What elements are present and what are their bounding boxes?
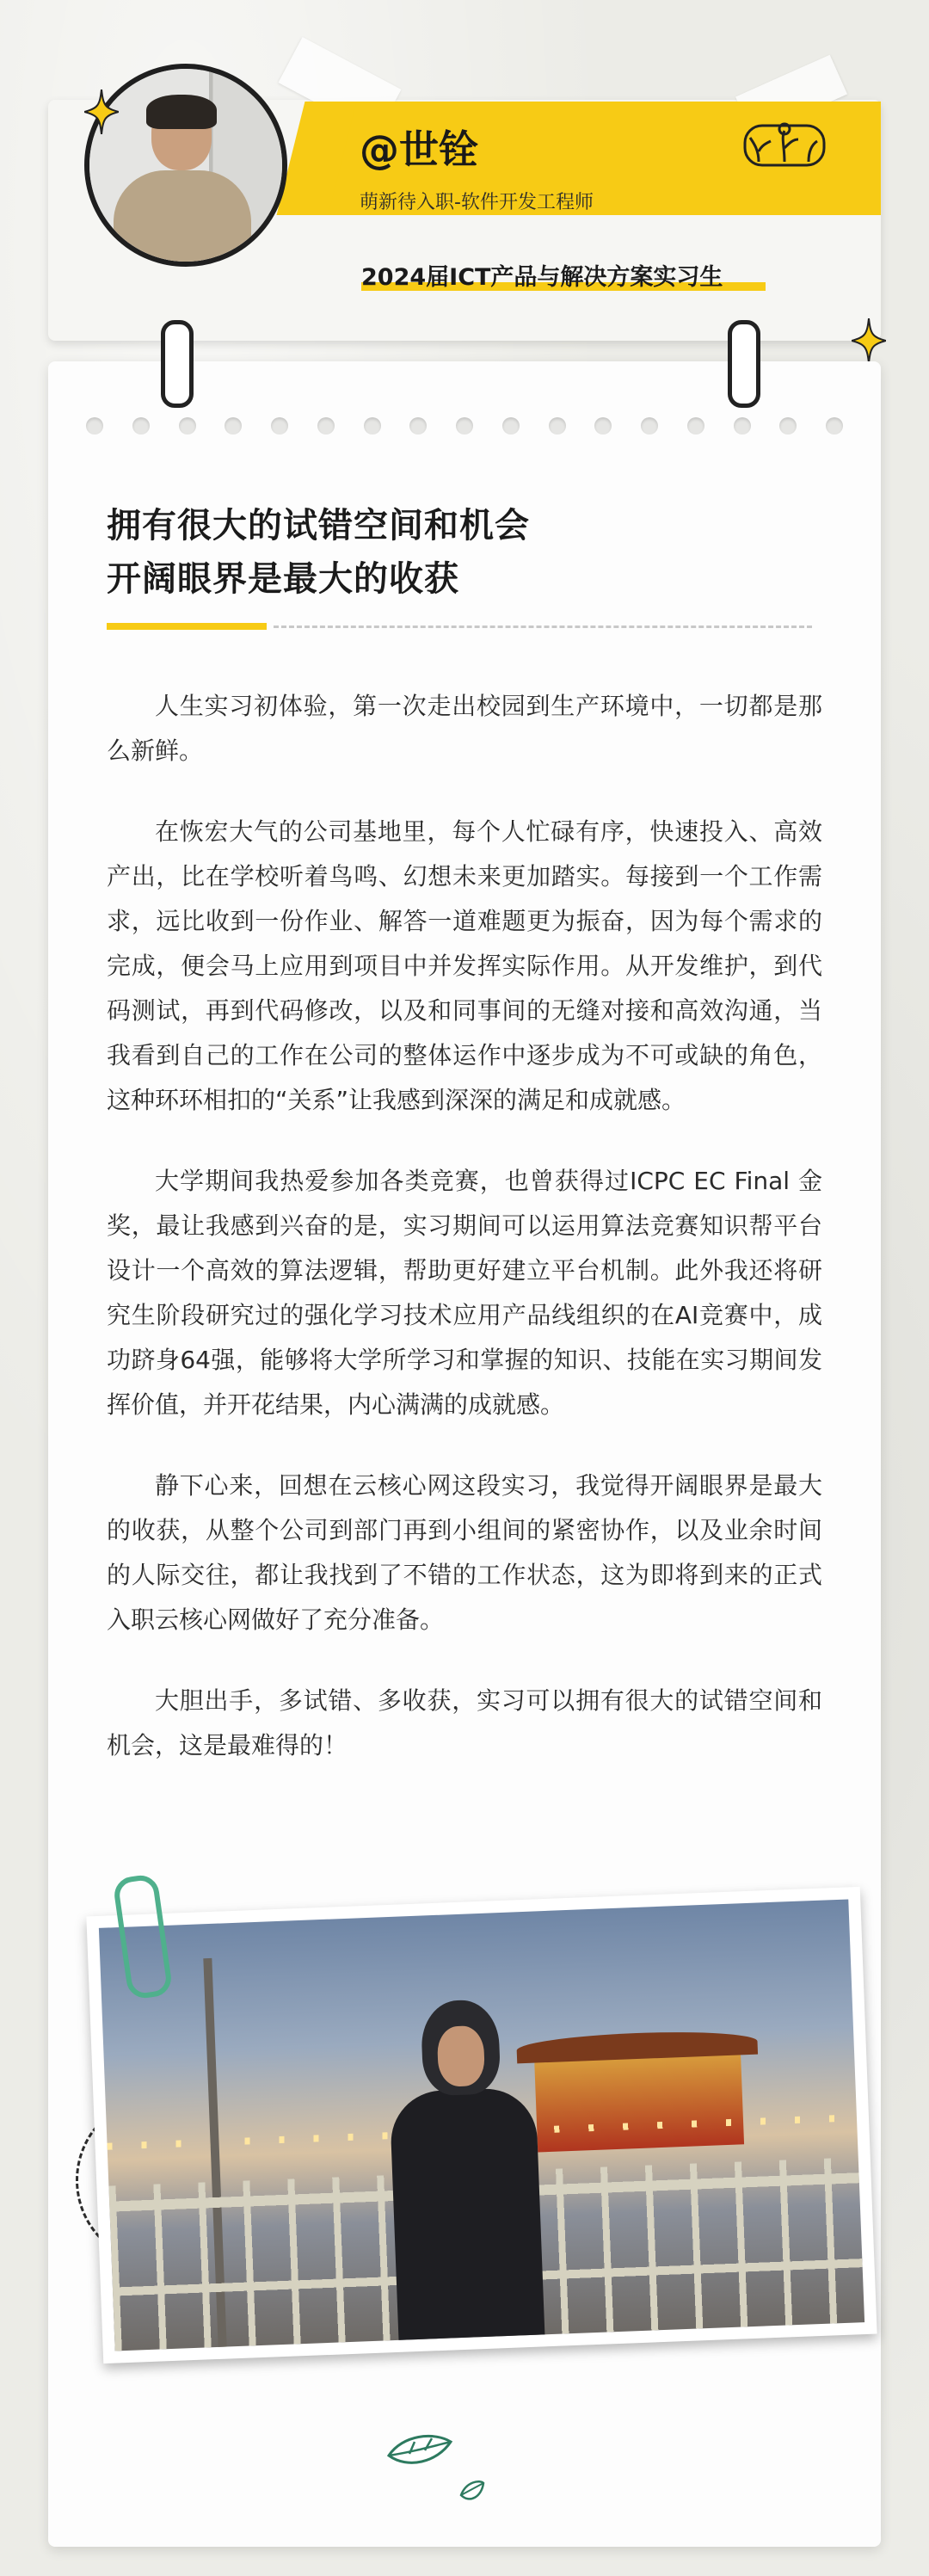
article-paragraph: 静下心来，回想在云核心网这段实习，我觉得开阔眼界是最大的收获，从整个公司到部门再到小组间的紧密协作，以及业余时间的人际交往，都让我找到了不错的工作状态，这为即将到来的正式入职云核心网做好了充分准备。 [107,1471,822,1634]
article-paragraph: 人生实习初体验，第一次走出校园到生产环境中，一切都是那么新鲜。 [107,692,822,765]
article-body [107,684,822,1804]
heading-line: 开阔眼界是最大的收获 [107,559,459,599]
punch-holes [86,417,843,434]
intern-photo [99,1899,864,2351]
article-heading [107,499,530,606]
sparkle-icon [852,318,886,363]
profile-name: @世铨 [360,126,478,173]
plant-icon [741,117,827,169]
profile-subtitle: 萌新待入职-软件开发工程师 [360,192,594,213]
article-paragraph: 在恢宏大气的公司基地里，每个人忙碌有序，快速投入、高效产出，比在学校听着鸟鸣、幻想未来更加踏实。每接到一个工作需求，远比收到一份作业、解答一道难题更为振奋，因为每个需求的完成，便会马上应用到项目中并发挥实际作用。从开发维护，到代码测试，再到代码修改，以及和同事间的无缝对接和高效沟通，当我看到自己的工作在公司的整体运作中逐步成为不可或缺的角色，这种环环相扣的“关系”让我感到深深的满足和成就感。 [107,817,822,1114]
heading-line: 拥有很大的试错空间和机会 [107,506,530,545]
binder-ring [161,320,194,408]
leaf-icon [385,2430,454,2473]
sparkle-icon [84,89,119,134]
heading-divider [274,626,812,628]
profile-role: 2024届ICT产品与解决方案实习生 [361,264,723,291]
binder-ring [728,320,760,408]
leaf-icon [458,2478,487,2507]
article-paragraph: 大学期间我热爱参加各类竞赛，也曾获得过ICPC EC Final 金奖，最让我感到兴奋的是，实习期间可以运用算法竞赛知识帮平台设计一个高效的算法逻辑，帮助更好建立平台机制。此外我还将研究生阶段研究过的强化学习技术应用产品线组织的在AI竞赛中，成功跻身64强，能够将大学所学习和掌握的知识、技能在实习期间发挥价值，并开花结果，内心满满的成就感。 [107,1167,822,1419]
heading-accent-bar [107,623,267,630]
photo-frame [86,1887,877,2363]
article-paragraph: 大胆出手，多试错、多收获，实习可以拥有很大的试错空间和机会，这是最难得的！ [107,1686,822,1759]
